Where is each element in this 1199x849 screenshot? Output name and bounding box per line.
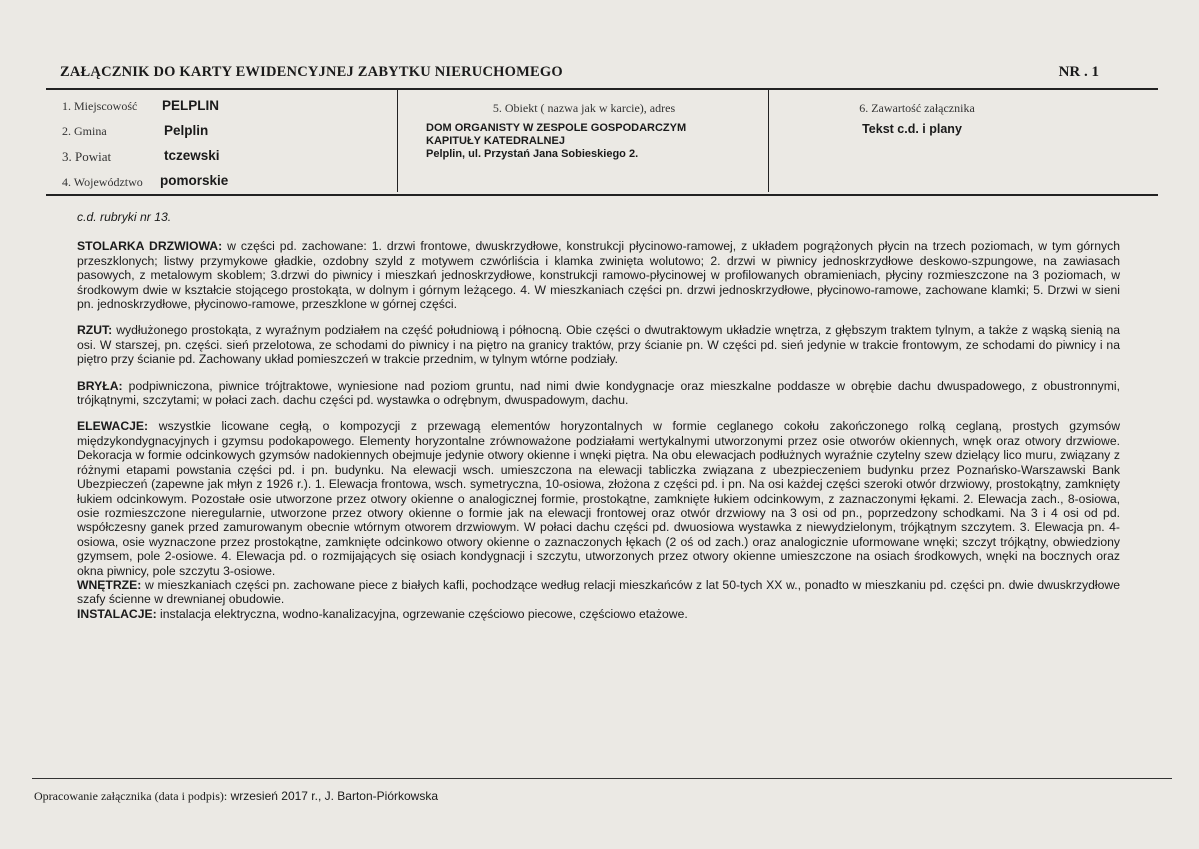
object-column bbox=[400, 101, 768, 161]
elewacje-paragraph bbox=[77, 419, 1120, 577]
footer bbox=[34, 789, 438, 804]
wnetrze-text: w mieszkaniach części pn. zachowane piece z białych kafli, pochodzące według relacji mieszkańców z lat 50-tych XX w., ponadto w mieszkaniu pd. części pn. dwie dwuskrzydłowe szafy ścienne w drewnianej obudowie. bbox=[77, 577, 1120, 607]
rzut-heading: RZUT: bbox=[77, 323, 113, 338]
bryla-paragraph bbox=[77, 379, 1120, 408]
footer-label: Opracowanie załącznika (data i podpis): bbox=[34, 789, 228, 803]
wojewodztwo-label: 4. Województwo bbox=[62, 175, 143, 189]
description-text bbox=[77, 210, 1120, 621]
wnetrze-heading: WNĘTRZE: bbox=[77, 577, 142, 592]
column-divider bbox=[397, 88, 398, 192]
gmina-value: Pelplin bbox=[164, 123, 209, 138]
wojewodztwo-value: pomorskie bbox=[160, 173, 229, 188]
gmina-label: 2. Gmina bbox=[62, 124, 107, 138]
instalacje-paragraph bbox=[77, 607, 1120, 621]
instalacje-heading: INSTALACJE: bbox=[77, 606, 157, 621]
bryla-text: podpiwniczona, piwnice trójtraktowe, wyniesione nad poziom gruntu, nad nimi dwie kondygnacje oraz mieszkalne poddasze w obrębie dachu dwuspadowego, z obustronnymi, trójkątnymi, szczytami; w połaci zach. dachu części pd. wystawka o odrębnym, dwuspadowym, dachu. bbox=[77, 378, 1120, 408]
contents-value: Tekst c.d. i plany bbox=[862, 122, 962, 136]
rzut-paragraph bbox=[77, 323, 1120, 366]
miejscowosc-row bbox=[62, 98, 220, 114]
instalacje-text: instalacja elektryczna, wodno-kanalizacyjna, ogrzewanie częściowo piecowe, częściowo etażowe. bbox=[156, 606, 688, 621]
elewacje-heading: ELEWACJE: bbox=[77, 419, 149, 434]
powiat-label: 3. Powiat bbox=[62, 149, 112, 164]
continuation-note: c.d. rubryki nr 13. bbox=[77, 210, 172, 224]
column-divider bbox=[768, 88, 769, 192]
wnetrze-paragraph bbox=[77, 578, 1120, 607]
object-name-line1: DOM ORGANISTY W ZESPOLE GOSPODARCZYM bbox=[426, 122, 687, 134]
attachment-number: NR . 1 bbox=[1058, 64, 1099, 80]
miejscowosc-label: 1. Miejscowość bbox=[62, 99, 138, 113]
bryla-heading: BRYŁA: bbox=[77, 378, 123, 393]
rzut-text: wydłużonego prostokąta, z wyraźnym podziałem na część południową i północną. Obie części o dwutraktowym układzie wnętrza, z głębszym traktem tylnym, a także z wąską sienią na osi. W starszej, pn. części. sień przelotowa, ze schodami do piwnicy i na piętro na granicy traktów, przy ścianie pn. W części pd. sień jedynie w trakcie frontowym, ze schodami do piwnicy i na piętro przy ścianie pd. Zachowany układ pomieszczeń w trakcie przednim, w tylnym wtórne podziały. bbox=[77, 323, 1120, 367]
powiat-row bbox=[62, 148, 220, 165]
stolarka-paragraph bbox=[77, 239, 1120, 311]
miejscowosc-value: PELPLIN bbox=[162, 98, 220, 113]
contents-label: 6. Zawartość załącznika bbox=[859, 101, 975, 115]
footer-value: wrzesień 2017 r., J. Barton-Piórkowska bbox=[227, 789, 439, 803]
stolarka-text: w części pd. zachowane: 1. drzwi frontowe, dwuskrzydłowe, konstrukcji płycinowo-ramowej, z układem pogrążonych płycin na trzech poziomach, w tym górnych przeszklonych; listwy przymykowe gładkie, ozdobny szyld z motywem czwórliścia i klamka zwinięta wolutowo; 2. drzwi w piwnicy jednoskrzydłowe deskowo-szpungowe, na zawiasach pasowych, z metalowym skoblem; 3.drzwi do piwnicy i mieszkań jednoskrzydłowe, konstrukcji ramowo-płycinowej w profilowanych obramieniach, płyciny rozmieszczone na 3 poziomach, w środkowym dwie w kształcie stojącego prostokąta, w dolnym i górnym leżącego. 4. W mieszkaniach części pn. drzwi jednoskrzydłowe, płycinowo-ramowe, zachowane klamki; 5. Drzwi w sieni pn. jednoskrzydłowe, płycinowo-ramowe, przeszklone w górnej części. bbox=[77, 239, 1120, 312]
stolarka-heading: STOLARKA DRZWIOWA: bbox=[77, 239, 223, 254]
object-address: Pelplin, ul. Przystań Jana Sobieskiego 2. bbox=[426, 148, 639, 160]
object-value bbox=[426, 122, 756, 161]
elewacje-text: wszystkie licowane cegłą, o kompozycji z przewagą elementów horyzontalnych w formie ceglanego cokołu zakończonego rolką ceglaną, prostych gzymsów międzykondygnacyjnych i gzymsu podokapowego. Elementy horyzontalne zrównoważone podziałami wertykalnymi utworzonymi przez osie otworów okiennych, wnęk oraz otwory drzwiowe. Dekoracja w formie odcinkowych gzymsów nadokiennych obejmuje jedynie otwory okienne i wnęki piętra. Na obu elewacjach podłużnych wyraźnie czytelny szew dzielący lico muru, związany z różnymi etapami powstania części pd. i pn. budynku. Na elewacji wsch. umieszczona na elewacji tabliczka związana z ubezpieczeniem budynku przez Poznańsko-Warszawski Bank Ubezpieczeń (zapewne jak młyn z 1926 r.). 1. Elewacja frontowa, wsch. symetryczna, 10-osiowa, złożona z części pd. i pn. Na osi każdej części szeroki otwór drzwiowy, prostokątny, zamknięty łukiem odcinkowym. Pozostałe osie utworzone przez otwory okienne o analogicznej formie, prostokątne, zamknięte łukiem odcinkowym, z zaznaczonymi łękami. 2. Elewacja zach., 8-osiowa, osie rozmieszczone nieregularnie, utworzone przez otwory okienne o formie jak na elewacji frontowej oraz otwór drzwiowy na 3 osi od pn., poprzedzony schodkami. Na 3 i 4 osi od pd. współczesny ganek przed zamurowanym obecnie wtórnym otworem drzwiowym. W połaci dachu części pd. dwuosiowa wystawka z niewydzielonym, trójkątnym szczytem. 3. Elewacja pn. 4-osiowa, osie wyznaczone przez prostokątne, zamknięte odcinkowo otwory okienne o zaznaczonych łękach (2 oś od zach.) oraz analogicznie uformowane wnęki; szczyt trójkątny, obwiedziony gzymsem, pole 2-osiowe. 4. Elewacja pd. o rozmijających się osiach kondygnacji i szczytu, utworzonych przez otwory okienne umieszczone na osiach środkowych, wnęki na bocznych oraz okna piwnicy, pole szczytu 3-osiowe. bbox=[77, 419, 1120, 578]
object-label: 5. Obiekt ( nazwa jak w karcie), adres bbox=[492, 101, 676, 115]
footer-divider bbox=[32, 778, 1172, 779]
gmina-row bbox=[62, 123, 209, 139]
powiat-value: tczewski bbox=[164, 148, 220, 163]
object-name-line2: KAPITUŁY KATEDRALNEJ bbox=[426, 135, 565, 147]
wojewodztwo-row bbox=[62, 173, 229, 190]
page-title: ZAŁĄCZNIK DO KARTY EWIDENCYJNEJ ZABYTKU NIERUCHOMEGO bbox=[60, 64, 563, 80]
contents-column bbox=[772, 101, 1062, 136]
